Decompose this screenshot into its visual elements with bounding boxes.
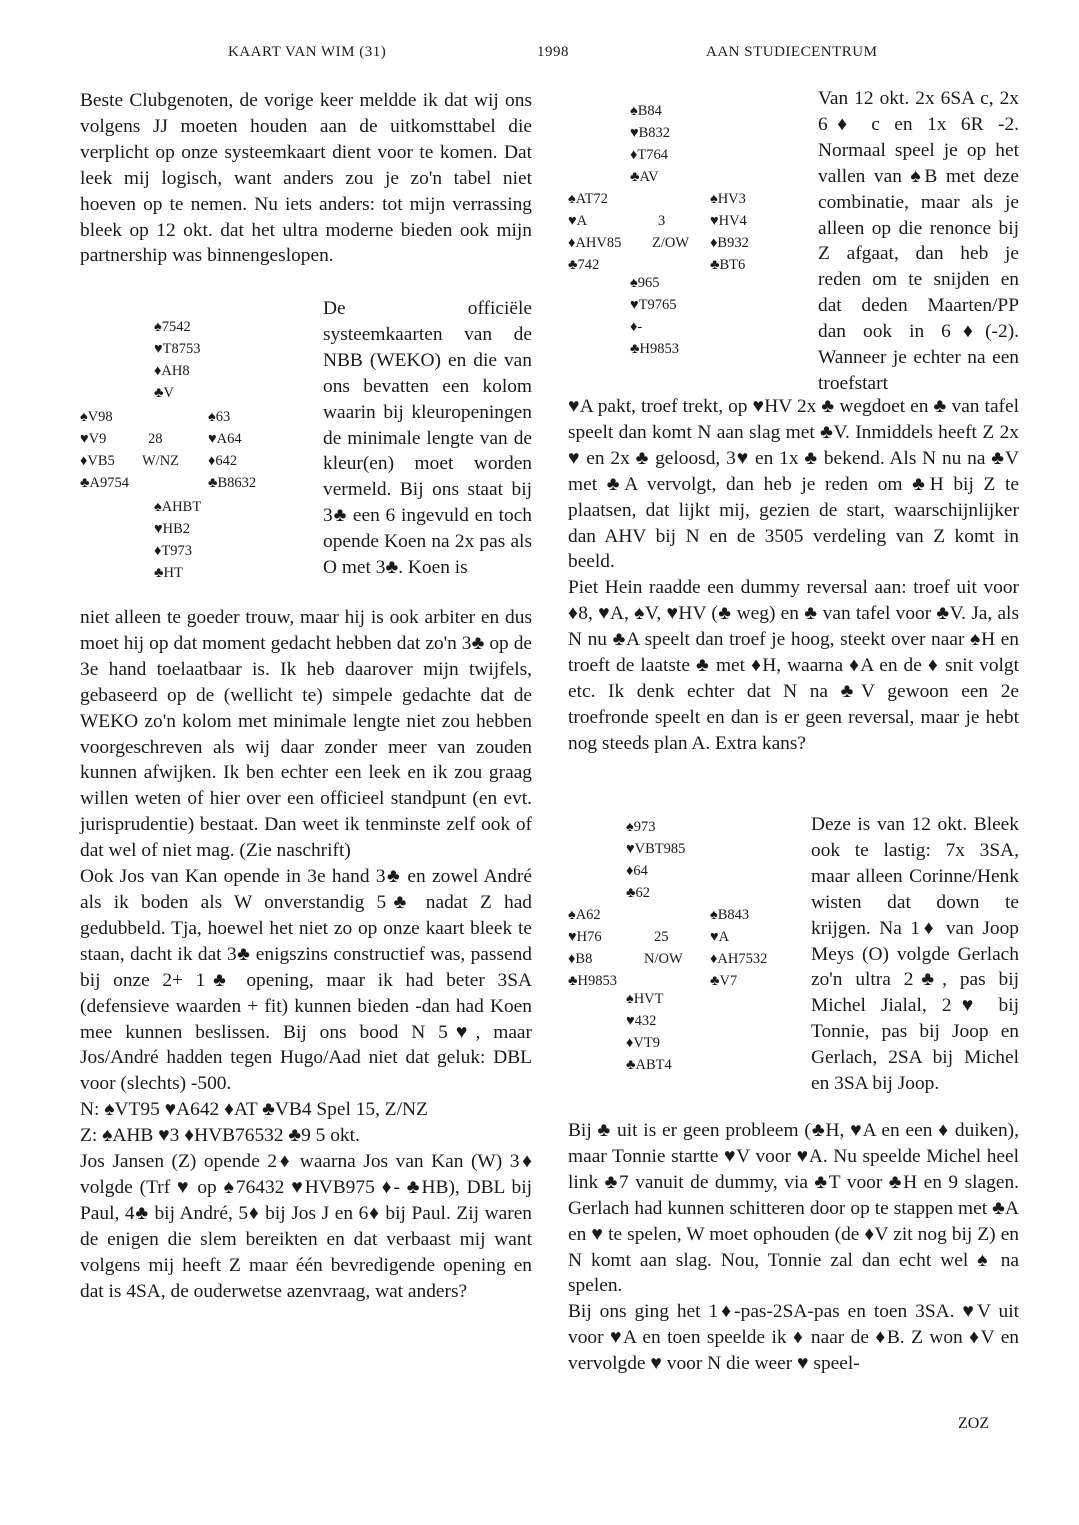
left-intro: Beste Clubgenoten, de vorige keer meldde ik dat wij ons volgens JJ moeten houden aan de uitkomsttabel die verplicht op onze systeemkaart dient voor te komen. Dat leek mij logisch, want anders zou je zo'n tabel niet hoeven op te nemen. Nu iets anders: tot mijn verrassing bleek op 12 okt. dat het ultra moderne bieden ook mijn partnership was binnengeslopen. (80, 90, 532, 267)
left-paragraph-1: niet alleen te goeder trouw, maar hij is ook arbiter en dus moet hij op dat moment gedacht hebben dat zo'n 3♣ op de 3e hand toelaatbaar is. Ik heb daarover mijn twijfels, gebaseerd op de (wellicht te) simpele gedachte dat de WEKO zo'n kolom met minimale lengte niet zou hebben voorgeschreven als wij daar zonder meer van zouden kunnen afwijken. Ik ben echter een leek en ik zou graag willen weten of hier over een officieel standpunt (en evt. jurisprudentie) bestaat. Dan weet ik tenminste zelf ook of dat wel of niet mag. (Zie naschrift) (80, 607, 532, 862)
hand-25-diagram (568, 816, 808, 1086)
right-side-text-1: Van 12 okt. 2x 6SA c, 2x 6♦ c en 1x 6R -2. Normaal speel je op het vallen van ♠B met deze combinatie, maar als je alleen op die renonce bij Z afgaat, dan heb je reden om te snijden en dat deden Maarten/PP dan ook in 6♦(-2). Wanneer je echter na een troefstart (818, 88, 1019, 394)
right-body-2 (568, 1118, 1019, 1377)
hand-3-south: ♠965 ♥T9765 ♦- ♣H9853 (630, 275, 679, 357)
left-hand-north: N: ♠VT95 ♥A642 ♦AT ♣VB4 Spel 15, Z/NZ (80, 1099, 428, 1121)
right-side-text-2: Deze is van 12 okt. Bleek ook te lastig: 7x 3SA, maar alleen Corinne/Henk wisten dat down te krijgen. Na 1♦ van Joop Meys (O) volgde Gerlach zo'n ultra 2♣, pas bij Michel Jialal, 2♥ bij Tonnie, pas bij Joop en Gerlach, 2SA bij Michel en 3SA bij Joop. (811, 814, 1019, 1095)
left-paragraph-3: Jos Jansen (Z) opende 2♦ waarna Jos van Kan (W) 3♦ volgde (Trf ♥ op ♠76432 ♥HVB975 ♦- ♣HB), DBL bij Paul, 4♣ bij André, 5♦ bij Jos J en 6♦ bij Paul. Zij waren de enigen die slem bereikten en dat verbaast mij want volgens mij heeft Z maar één bevredigende opening en dat is 4SA, de ouderwetse azenvraag, wat anders? (80, 1151, 532, 1302)
header-left: KAART VAN WIM (31) (228, 44, 387, 60)
hand-3-diagram (568, 100, 818, 370)
hand-25-north: ♠973 ♥VBT985 ♦64 ♣62 (626, 819, 686, 901)
header-right: AAN STUDIECENTRUM (706, 44, 878, 60)
right-paragraph-1: ♥A pakt, troef trekt, op ♥HV 2x ♣ wegdoet en ♣ van tafel speelt dan komt N aan slag met ♣V. Inmiddels heeft Z 2x ♥ en 2x ♣ geloosd, 3♥ en 1x ♣ bekend. Als N nu na ♣V met ♣A vervolgt, dan heb je reden om ♣H bij Z te plaatsen, dat lijkt mij, gezien de start, waarschijnlijker dan AHV bij N en de 3505 verdeling van Z komt in beeld. (568, 396, 1019, 573)
hand-28-vuln: W/NZ (142, 453, 180, 469)
hand-3-north: ♠B84 ♥B832 ♦T764 ♣AV (630, 103, 671, 185)
right-paragraph-4: Bij ons ging het 1♦-pas-2SA-pas en toen 3SA. ♥V uit voor ♥A en toen speelde ik ♦ naar de ♦B. Z won ♦V en vervolgde ♥ voor N die weer ♥ speel- (568, 1301, 1019, 1375)
hand-25-west: ♠A62 ♥H76 ♦B8 ♣H9853 (568, 907, 617, 989)
right-paragraph-2: Piet Hein raadde een dummy reversal aan: troef uit voor ♦8, ♥A, ♠V, ♥HV (♣ weg) en ♣ van tafel voor ♣V. Ja, als N nu ♣A speelt dan troef je hoog, steekt over naar ♠H en troeft de laatste ♣ met ♦H, waarna ♦A en de ♦ snit volgt etc. Ik denk echter dat N na ♣V gewoon een 2e troefronde speelt en dan is er geen reversal, maar je hebt nog steeds plan A. Extra kans? (568, 577, 1019, 754)
hand-3-east: ♠HV3 ♥HV4 ♦B932 ♣BT6 (710, 191, 749, 273)
hand-28-west: ♠V98 ♥V9 ♦VB5 ♣A9754 (80, 409, 129, 491)
hand-25-south: ♠HVT ♥432 ♦VT9 ♣ABT4 (626, 991, 672, 1073)
left-hand-south: Z: ♠AHB ♥3 ♦HVB76532 ♣9 5 okt. (80, 1125, 360, 1147)
left-side-text: De officiële systeemkaarten van de NBB (WEKO) en die van ons bevatten een kolom waarin bij kleuropeningen de minimale lengte van de kleur(en) moet worden vermeld. Bij ons staat bij 3♣ een 6 ingevuld en toch opende Koen na 2x pas als O met 3♣. Koen is (323, 298, 532, 579)
footer-zoz: ZOZ (958, 1415, 990, 1432)
left-paragraph-2: Ook Jos van Kan opende in 3e hand 3♣ en zowel André als ik boden als W onverstandig 5♣ nadat Z had gedubbeld. Tja, hoewel het niet zo op onze kaart bleek te staan, dacht ik dat 3♣ enigszins constructief was, passend bij onze 2+ 1♣ opening, maar ik had beter 3SA (defensieve waarden + fit) kunnen bieden -dan had Koen mee kunnen beslissen. Bij ons bood N 5♥, maar Jos/André hadden tegen Hugo/Aad niet dat geluk: DBL voor (slechts) -500. (80, 866, 532, 1095)
hand-28-diagram (80, 316, 320, 586)
left-body (80, 605, 532, 1304)
hand-3-west: ♠AT72 ♥A ♦AHV85 ♣742 (568, 191, 622, 273)
hand-3-vuln: Z/OW (652, 235, 690, 251)
hand-28-north: ♠7542 ♥T8753 ♦AH8 ♣V (154, 319, 201, 401)
right-paragraph-3: Bij ♣ uit is er geen probleem (♣H, ♥A en een ♦ duiken), maar Tonnie startte ♥V voor ♥A. Nu speelde Michel heel link ♣7 vanuit de dummy, via ♣T voor ♣H en 9 slagen. Gerlach had kunnen schitteren door op te stappen met ♣A en ♥ te spelen, W moet ophouden (de ♦V zit nog bij Z) en N komt aan slag. Nou, Tonnie zal dan echt wel ♠ na spelen. (568, 1120, 1019, 1297)
header-center: 1998 (537, 44, 569, 60)
hand-28-south: ♠AHBT ♥HB2 ♦T973 ♣HT (154, 499, 202, 581)
hand-25-east: ♠B843 ♥A ♦AH7532 ♣V7 (710, 907, 768, 989)
hand-28-number: 28 (148, 431, 163, 447)
right-body-1 (568, 394, 1019, 757)
hand-25-vuln: N/OW (644, 951, 683, 967)
hand-3-number: 3 (658, 213, 666, 229)
hand-25-number: 25 (654, 929, 669, 945)
hand-28-east: ♠63 ♥A64 ♦642 ♣B8632 (208, 409, 257, 491)
